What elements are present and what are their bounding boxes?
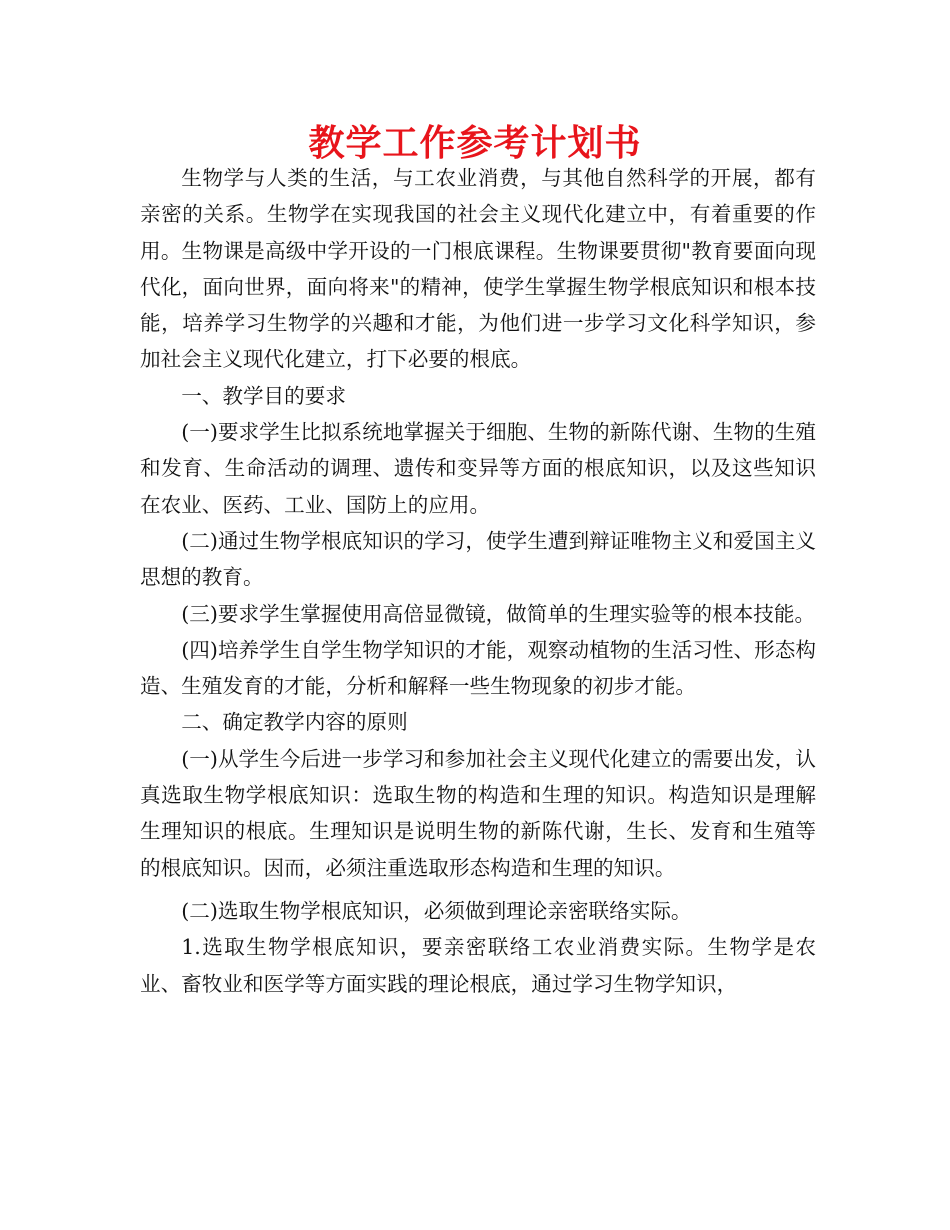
section-heading-1: 一、教学目的要求 <box>181 383 346 408</box>
paragraph-principle-2: (二)选取生物学根底知识，必须做到理论亲密联络实际。 <box>181 898 692 923</box>
document-body <box>140 160 816 1002</box>
paragraph-intro: 生物学与人类的生活，与工农业消费，与其他自然科学的开展，都有亲密的关系。生物学在实现我国的社会主义现代化建立中，有着重要的作用。生物课是高级中学开设的一门根底课程。生物课要贯彻"教育要面向现代化，面向世界，面向将来"的精神，使学生掌握生物学根底知识和根本技能，培养学习生物学的兴趣和才能，为他们进一步学习文化科学知识，参加社会主义现代化建立，打下必要的根底。 <box>140 166 816 372</box>
paragraph-goal-2: (二)通过生物学根底知识的学习，使学生遭到辩证唯物主义和爱国主义思想的教育。 <box>140 528 816 590</box>
paragraph-goal-1: (一)要求学生比拟系统地掌握关于细胞、生物的新陈代谢、生物的生殖和发育、生命活动的调理、遗传和变异等方面的根底知识，以及这些知识在农业、医药、工业、国防上的应用。 <box>140 420 816 517</box>
document-title: 教学工作参考计划书 <box>308 123 642 164</box>
section-heading-2: 二、确定教学内容的原则 <box>181 710 408 735</box>
paragraph-goal-3: (三)要求学生掌握使用高倍显微镜，做简单的生理实验等的根本技能。 <box>181 601 816 626</box>
paragraph-principle-1: (一)从学生今后进一步学习和参加社会主义现代化建立的需要出发，认真选取生物学根底知识：选取生物的构造和生理的知识。构造知识是理解生理知识的根底。生理知识是说明生物的新陈代谢，生长、发育和生殖等的根底知识。因而，必须注重选取形态构造和生理的知识。 <box>140 746 816 880</box>
paragraph-principle-2-item-1: 1.选取生物学根底知识，要亲密联络工农业消费实际。生物学是农业、畜牧业和医学等方面实践的理论根底，通过学习生物学知识， <box>140 935 816 996</box>
paragraph-goal-4: (四)培养学生自学生物学知识的才能，观察动植物的生活习性、形态构造、生殖发育的才能，分析和解释一些生物现象的初步才能。 <box>140 637 816 699</box>
